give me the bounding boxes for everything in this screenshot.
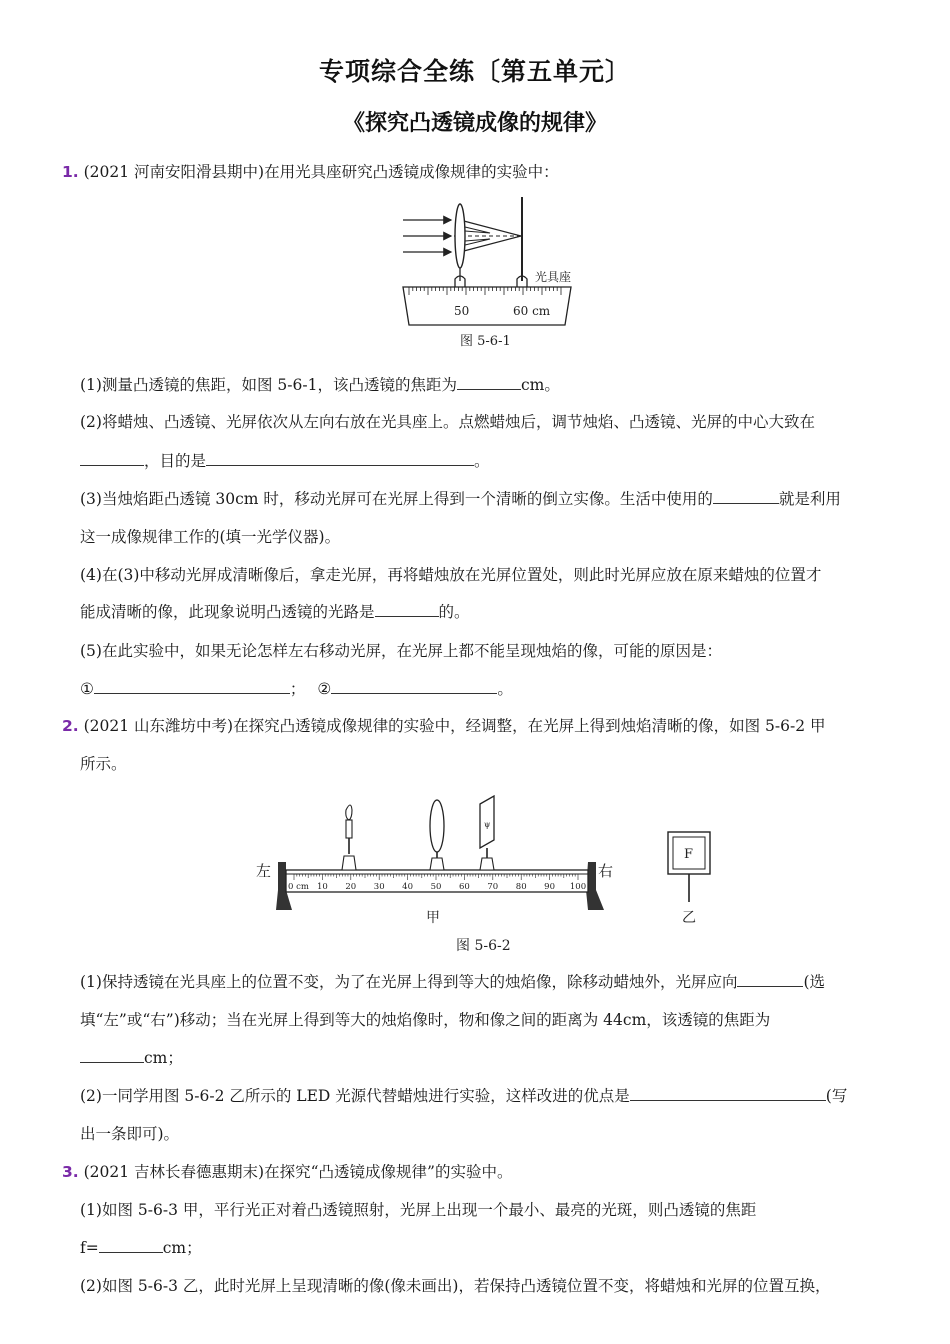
q1-part-5: (5)在此实验中，如果无论怎样左右移动光屏，在光屏上都不能呈现烛焰的像，可能的原因是： (80, 642, 722, 660)
scale-label: 10 (316, 882, 328, 892)
part-text: (2)一同学用图 5-6-2 乙所示的 LED 光源代替蜡烛进行实验，这样改进的优点是 (80, 1087, 630, 1105)
question-2-intro (62, 714, 826, 736)
answer-blank[interactable] (206, 451, 474, 466)
q2-part-1-cont: 填“左”或“右”)移动；当在光屏上得到等大的烛焰像时，物和像之间的距离为 44cm，该透镜的焦距为 (80, 1011, 771, 1029)
candle-holder (342, 856, 356, 870)
scale-label: 70 (487, 882, 499, 892)
part-text: cm； (162, 1239, 202, 1257)
scale-label: 90 (544, 882, 556, 892)
question-number: 3. (62, 1163, 79, 1181)
scale-label: 60 (458, 882, 470, 892)
scale-label: 20 (345, 882, 357, 892)
q2-part-1 (80, 970, 825, 992)
lens-holder (430, 858, 444, 870)
arrow-icon (465, 239, 490, 245)
convex-lens-assembly (430, 800, 444, 870)
scale-label: 50 (430, 882, 442, 892)
answer-blank[interactable] (331, 679, 497, 694)
figure-5-6-2 (248, 790, 728, 962)
q2-part-1-cont2 (80, 1046, 183, 1068)
part-text: ① (80, 680, 94, 698)
question-3-intro (62, 1160, 512, 1182)
part-text: cm。 (520, 376, 560, 394)
q1-part-3 (80, 487, 841, 509)
part-text: 能成清晰的像，此现象说明凸透镜的光路是 (80, 603, 375, 621)
question-1-intro (62, 160, 559, 182)
figure-5-6-1-drawing (385, 195, 585, 355)
part-text: 。 (497, 680, 513, 698)
answer-blank[interactable] (80, 1048, 144, 1063)
part-text: (选 (803, 973, 826, 991)
q3-part-1: (1)如图 5-6-3 甲，平行光正对着凸透镜照射，光屏上出现一个最小、最亮的光斑，则凸透镜的焦距 (80, 1201, 757, 1219)
q1-part-2: (2)将蜡烛、凸透镜、光屏依次从左向右放在光具座上。点燃蜡烛后，调节烛焰、凸透镜、光屏的中心大致在 (80, 413, 815, 431)
answer-blank[interactable] (99, 1238, 163, 1253)
part-text: 就是利用 (778, 490, 841, 508)
question-2-intro-cont: 所示。 (80, 755, 127, 773)
tick-label-50: 50 (454, 304, 470, 318)
arrow-icon (465, 227, 490, 233)
answer-blank[interactable] (630, 1086, 826, 1101)
part-text: (1)测量凸透镜的焦距，如图 5-6-1，该凸透镜的焦距为 (80, 376, 457, 394)
scale-label: 100 (569, 882, 587, 892)
scale-label: 0 cm (288, 882, 309, 892)
bench-scale (409, 287, 561, 295)
screen-holder (480, 858, 494, 870)
scale-label: 40 (402, 882, 414, 892)
question-number: 1. (62, 163, 79, 181)
label-optical-bench: 光具座 (535, 270, 572, 284)
led-light-source (668, 832, 710, 902)
part-text: ② (317, 680, 332, 698)
page-subtitle: 《探究凸透镜成像的规律》 (342, 111, 607, 136)
q1-part-2-cont (80, 449, 490, 471)
answer-blank[interactable] (737, 972, 803, 987)
figure-caption: 图 5-6-2 (456, 938, 511, 954)
label-left: 左 (256, 862, 272, 880)
candle-body (346, 820, 352, 838)
q1-part-3-cont: 这一成像规律工作的(填一光学仪器)。 (80, 528, 341, 546)
image-on-screen: ψ (484, 820, 491, 829)
scale-label: 30 (373, 882, 385, 892)
question-text: (2021 山东潍坊中考)在探究凸透镜成像规律的实验中，经调整，在光屏上得到烛焰清晰的像，如图 5-6-2 甲 (83, 717, 826, 735)
part-text: (3)当烛焰距凸透镜 30cm 时，移动光屏可在光屏上得到一个清晰的倒立实像。生活中使用的 (80, 490, 713, 508)
question-number: 2. (62, 717, 79, 735)
part-text: (1)保持透镜在光具座上的位置不变，为了在光屏上得到等大的烛焰像，除移动蜡烛外，光屏应向 (80, 973, 738, 991)
q1-part-4: (4)在(3)中移动光屏成清晰像后，拿走光屏，再将蜡烛放在光屏位置处，则此时光屏应放在原来蜡烛的位置才 (80, 566, 822, 584)
candle (342, 805, 356, 870)
scale-label: 80 (515, 882, 527, 892)
part-text: ，目的是 (144, 452, 207, 470)
q2-part-2 (80, 1084, 847, 1106)
flame-icon (346, 805, 352, 820)
answer-blank[interactable] (94, 679, 290, 694)
q3-part-1-cont (80, 1236, 202, 1258)
q1-part-4-cont (80, 600, 470, 622)
answer-blank[interactable] (80, 451, 144, 466)
page-title: 专项综合全练〔第五单元〕 (318, 57, 631, 86)
sub-label-yi: 乙 (682, 910, 696, 926)
part-text: (写 (825, 1087, 848, 1105)
convex-lens (430, 800, 444, 852)
figure-5-6-1 (385, 195, 585, 359)
part-text: ； (289, 680, 306, 698)
q1-part-1 (80, 373, 560, 395)
sub-label-jia: 甲 (426, 910, 440, 926)
q1-part-5-answers (80, 677, 513, 699)
part-text: 。 (474, 452, 490, 470)
answer-blank[interactable] (457, 375, 521, 390)
answer-blank[interactable] (375, 602, 439, 617)
label-right: 右 (598, 862, 614, 880)
part-text: 的。 (438, 603, 470, 621)
question-text: (2021 河南安阳滑县期中)在用光具座研究凸透镜成像规律的实验中： (83, 163, 559, 181)
answer-blank[interactable] (713, 489, 779, 504)
led-letter: F (684, 847, 694, 862)
convex-lens (455, 204, 465, 268)
figure-caption: 图 5-6-1 (460, 334, 511, 349)
tick-label-60: 60 cm (513, 304, 551, 318)
part-text: f= (80, 1239, 99, 1257)
question-text: (2021 吉林长春德惠期末)在探究“凸透镜成像规律”的实验中。 (83, 1163, 513, 1181)
part-text: cm； (144, 1049, 183, 1067)
light-screen-assembly (480, 796, 494, 870)
q3-part-2: (2)如图 5-6-3 乙，此时光屏上呈现清晰的像(像未画出)，若保持凸透镜位置不变，将蜡烛和光屏的位置互换， (80, 1277, 831, 1295)
q2-part-2-cont: 出一条即可)。 (80, 1125, 180, 1143)
figure-5-6-2-drawing (248, 790, 728, 958)
